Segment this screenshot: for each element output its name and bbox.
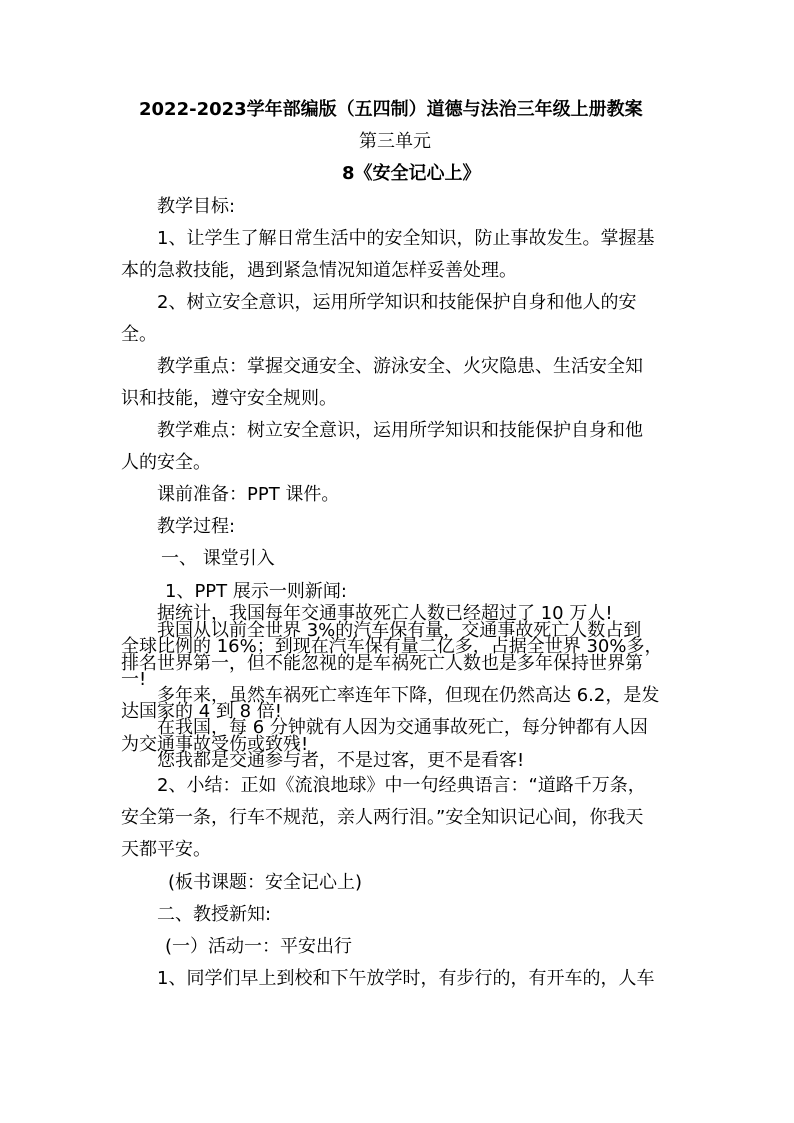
summary-line: 安全第一条，行车不规范，亲人两行泪。”安全知识记心间，你我天 — [121, 807, 644, 828]
news-line: 全球比例的 16%；到现在汽车保有量二亿多，占据全世界 30%多， — [121, 636, 663, 657]
key-point-line: 识和技能，遵守安全规则。 — [121, 388, 337, 409]
key-point-line: 教学重点：掌握交通安全、游泳安全、火灾隐患、生活安全知 — [157, 356, 643, 377]
summary-line: 天都平安。 — [121, 839, 211, 860]
news-line: 为交通事故受伤或致残! — [121, 734, 309, 755]
goal-line: 全。 — [121, 324, 157, 345]
difficulty-line: 教学难点：树立安全意识，运用所学知识和技能保护自身和他 — [157, 420, 643, 441]
news-line: 据统计，我国每年交通事故死亡人数已经超过了 10 万人! — [157, 603, 613, 624]
goal-heading: 教学目标: — [157, 196, 236, 217]
news-line: 多年来，虽然车祸死亡率连年下降，但现在仍然高达 6.2，是发 — [157, 685, 660, 706]
document-title: 2022-2023学年部编版（五四制）道德与法治三年级上册教案 — [139, 99, 643, 120]
goal-line: 1、让学生了解日常生活中的安全知识，防止事故发生。掌握基 — [157, 228, 655, 249]
process-heading: 教学过程: — [157, 516, 236, 537]
activity-heading: (一）活动一：平安出行 — [165, 936, 353, 957]
unit-label: 第三单元 — [359, 131, 431, 152]
news-line: 达国家的 4 到 8 倍! — [121, 701, 283, 722]
section-heading: 二、教授新知: — [157, 904, 272, 925]
ppt-line: 1、PPT 展示一则新闻: — [165, 581, 347, 602]
news-line: 您我都是交通参与者，不是过客，更不是看客! — [157, 750, 525, 771]
summary-line: 2、小结：正如《流浪地球》中一句经典语言：“道路千万条， — [157, 775, 646, 796]
section-heading: 一、 课堂引入 — [161, 548, 275, 569]
lesson-title: 8《安全记心上》 — [342, 163, 481, 184]
news-line: 我国从以前全世界 3%的汽车保有量，交通事故死亡人数占到 — [157, 620, 642, 641]
board-note: (板书课题：安全记心上) — [168, 872, 363, 893]
news-line: 排名世界第一，但不能忽视的是车祸死亡人数也是多年保持世界第 — [121, 653, 643, 674]
preparation-line: 课前准备：PPT 课件。 — [157, 484, 340, 505]
difficulty-line: 人的安全。 — [121, 452, 211, 473]
activity-line: 1、同学们早上到校和下午放学时，有步行的，有开车的，人车 — [157, 968, 655, 989]
news-line: 一! — [121, 669, 147, 690]
news-line: 在我国，每 6 分钟就有人因为交通事故死亡，每分钟都有人因 — [157, 717, 648, 738]
goal-line: 本的急救技能，遇到紧急情况知道怎样妥善处理。 — [121, 260, 517, 281]
goal-line: 2、树立安全意识，运用所学知识和技能保护自身和他人的安 — [157, 292, 637, 313]
